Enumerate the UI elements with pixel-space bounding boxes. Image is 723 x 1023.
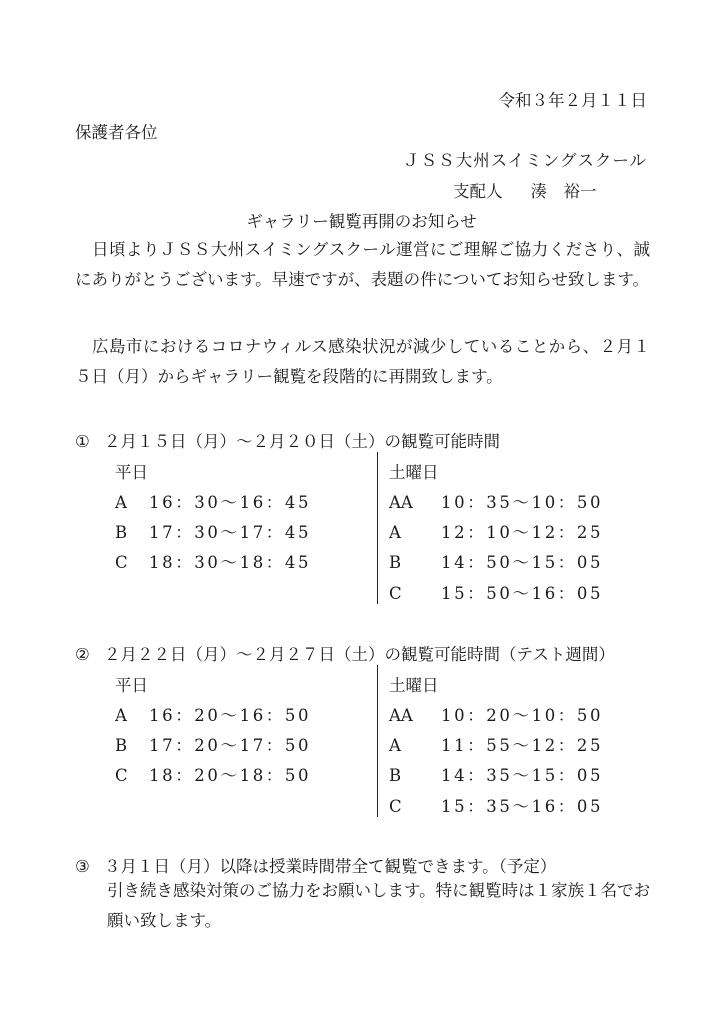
slot-time: 18：20～18：50	[149, 766, 312, 785]
slot-code: C	[389, 797, 402, 816]
weekday-slot	[115, 762, 311, 786]
slot-code: B	[115, 523, 128, 542]
document-date: 令和３年２月１１日	[498, 91, 647, 110]
section-number: ①	[75, 432, 90, 451]
slot-time: 10：35～10：50	[441, 493, 604, 512]
weekday-slot	[115, 489, 311, 513]
section-title: ２月２２日（月）～２月２７日（土）の観覧可能時間（テスト週間）	[104, 645, 615, 664]
slot-code: A	[389, 523, 401, 542]
slot-code: AA	[389, 706, 413, 725]
slot-code: AA	[389, 493, 413, 512]
slot-time: 17：20～17：50	[149, 736, 312, 755]
slot-time: 10：20～10：50	[441, 706, 604, 725]
slot-code: B	[389, 553, 402, 572]
weekday-slot	[115, 732, 311, 756]
saturday-label: 土曜日	[389, 463, 439, 482]
intro-paragraph: 日頃よりＪＳＳ大州スイミングスクール運営にご理解ご協力くださり、誠にありがとうございます。早速ですが、表題の件についてお知らせ致します。	[75, 240, 650, 289]
slot-time: 14：35～15：05	[441, 766, 604, 785]
table-divider	[377, 452, 378, 604]
section-number: ③	[75, 857, 90, 876]
weekday-slot	[115, 549, 311, 573]
saturday-label: 土曜日	[389, 676, 439, 695]
slot-code: B	[389, 766, 402, 785]
weekday-label: 平日	[115, 463, 148, 482]
section-title: ３月１日（月）以降は授業時間帯全て観覧できます。（予定）	[104, 857, 557, 876]
slot-code: C	[115, 766, 128, 785]
saturday-slot	[389, 580, 603, 604]
weekday-slot	[115, 519, 311, 543]
saturday-slot	[389, 762, 603, 786]
slot-time: 18：30～18：45	[149, 553, 312, 572]
closing-note: 引き続き感染対策のご協力をお願いします。特に観覧時は１家族１名でお願い致します。	[107, 881, 651, 930]
saturday-slot	[389, 489, 603, 513]
saturday-slot	[389, 793, 603, 817]
weekday-label: 平日	[115, 676, 148, 695]
slot-code: A	[115, 493, 127, 512]
section-title: ２月１５日（月）～２月２０日（土）の観覧可能時間	[104, 432, 500, 451]
table-divider	[377, 665, 378, 817]
announcement-paragraph: 広島市におけるコロナウィルス感染状況が減少していることから、２月１５日（月）からギャラリー観覧を段階的に再開致します。	[75, 337, 650, 386]
recipient: 保護者各位	[75, 123, 158, 142]
manager-name: 湊 裕一	[530, 182, 597, 201]
section-3-heading	[75, 853, 556, 877]
section-1-heading	[75, 428, 500, 452]
saturday-slot	[389, 732, 603, 756]
slot-code: A	[115, 706, 127, 725]
section-2-heading	[75, 641, 615, 665]
slot-time: 16：20～16：50	[149, 706, 312, 725]
slot-time: 11：55～12：25	[441, 736, 604, 755]
school-name: ＪＳＳ大州スイミングスクール	[403, 151, 647, 170]
slot-code: C	[389, 584, 402, 603]
saturday-slot	[389, 519, 603, 543]
section-number: ②	[75, 645, 90, 664]
slot-time: 12：10～12：25	[441, 523, 604, 542]
manager-signature	[453, 184, 597, 201]
slot-code: B	[115, 736, 128, 755]
slot-time: 15：35～16：05	[441, 797, 604, 816]
slot-time: 14：50～15：05	[441, 553, 604, 572]
slot-time: 17：30～17：45	[149, 523, 312, 542]
slot-time: 16：30～16：45	[149, 493, 312, 512]
slot-code: A	[389, 736, 401, 755]
document-title: ギャラリー観覧再開のお知らせ	[246, 212, 477, 231]
weekday-slot	[115, 702, 311, 726]
manager-title: 支配人	[453, 182, 503, 201]
saturday-slot	[389, 549, 603, 573]
slot-time: 15：50～16：05	[441, 584, 604, 603]
slot-code: C	[115, 553, 128, 572]
saturday-slot	[389, 702, 603, 726]
